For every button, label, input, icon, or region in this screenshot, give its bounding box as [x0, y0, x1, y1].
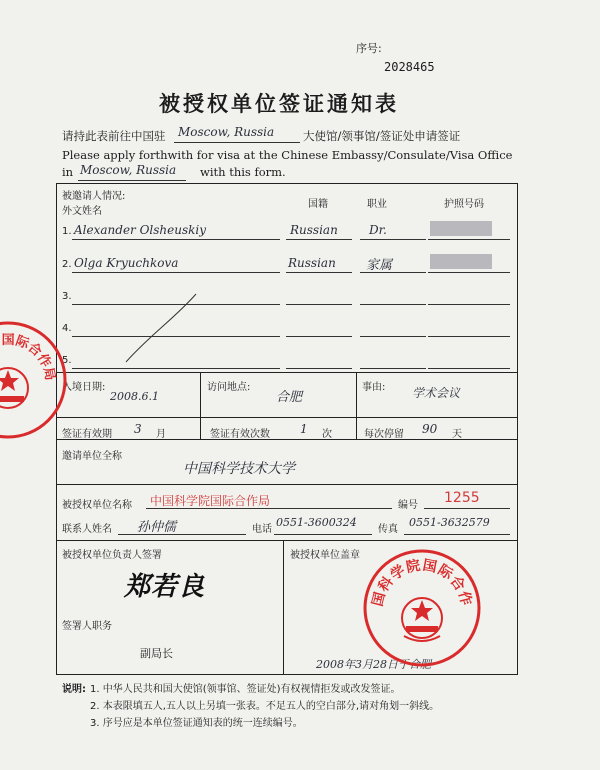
instruction-city-cn: Moscow, Russia: [178, 125, 275, 139]
divider: [283, 540, 284, 674]
code-underline: [424, 508, 510, 509]
authorized-unit-stamp-text: 中国科学院国际合作局: [150, 494, 271, 508]
head-signature-label: 被授权单位负责人签署: [62, 550, 162, 561]
invitee-occupation: 家属: [366, 258, 393, 273]
entry-date-label: 入境日期:: [62, 382, 106, 393]
divider: [56, 439, 517, 440]
invitee-nationality: Russian: [290, 223, 338, 237]
stay-value: 90: [422, 422, 438, 436]
passport-column-header: 护照号码: [444, 199, 484, 210]
purpose-label: 事由:: [362, 382, 386, 393]
validity-label: 签证有效期: [62, 429, 112, 440]
invitee-name: Alexander Olsheuskiy: [74, 223, 207, 237]
divider: [56, 372, 517, 373]
serial-label: 序号:: [356, 42, 382, 55]
instruction-city-en: Moscow, Russia: [80, 163, 177, 177]
position-value: 副局长: [140, 647, 173, 660]
form-title: 被授权单位签证通知表: [159, 92, 399, 116]
row-number: 1.: [62, 226, 72, 237]
purpose-value: 学术会议: [412, 386, 461, 400]
inviter-value: 中国科学技术大学: [183, 461, 295, 477]
seal-date: 2008年3月28日于合肥: [316, 658, 431, 671]
instruction-en-line1: Please apply forthwith for visa at the Chinese Embassy/Consulate/Visa Office: [62, 148, 513, 162]
name-column-header: 外文姓名: [62, 206, 102, 217]
instruction-cn-suffix: 大使馆/领事馆/签证处申请签证: [303, 129, 461, 143]
row-number: 3.: [62, 291, 72, 302]
fax-label: 传真: [378, 524, 398, 535]
seal-label: 被授权单位盖章: [290, 550, 360, 561]
contact-underline: [118, 534, 246, 535]
serial-number: 2028465: [384, 60, 435, 74]
occupation-column-header: 职业: [367, 199, 387, 210]
note-item: 1. 中华人民共和国大使馆(领事馆、签证处)有权视情拒发或改发签证。: [90, 684, 401, 695]
authorized-unit-label: 被授权单位名称: [62, 500, 132, 511]
entry-date-value: 2008.6.1: [110, 390, 159, 403]
instruction-cn-prefix: 请持此表前往中国驻: [62, 129, 166, 143]
invitees-section-label: 被邀请人情况:: [62, 191, 126, 202]
divider: [356, 417, 357, 439]
entries-value: 1: [300, 422, 308, 436]
divider: [56, 484, 517, 485]
instruction-en-in: in: [62, 165, 74, 179]
phone-label: 电话: [252, 524, 272, 535]
contact-label: 联系人姓名: [62, 524, 112, 535]
validity-value: 3: [134, 422, 142, 436]
divider: [200, 372, 201, 417]
seal-text: 国科学院国际合作: [369, 557, 475, 609]
entries-unit: 次: [322, 429, 332, 440]
code-value: 1255: [444, 490, 480, 506]
head-signature: 郑若良: [124, 572, 206, 602]
official-seal-stamp: [362, 548, 482, 668]
row-number: 5.: [62, 355, 72, 366]
unit-name-underline: [146, 508, 392, 509]
stay-unit: 天: [452, 429, 462, 440]
inviter-label: 邀请单位全称: [62, 451, 122, 462]
divider: [56, 417, 517, 418]
invitee-name: Olga Kryuchkova: [74, 256, 179, 270]
entries-label: 签证有效次数: [210, 429, 270, 440]
nationality-column-header: 国籍: [308, 199, 328, 210]
invitee-occupation: Dr.: [369, 223, 387, 237]
row-number: 4.: [62, 323, 72, 334]
code-label: 编号: [398, 500, 418, 511]
phone-underline: [274, 534, 372, 535]
instruction-en-suffix: with this form.: [200, 165, 286, 179]
fax-underline: [404, 534, 510, 535]
phone-value: 0551-3600324: [276, 516, 357, 529]
left-partial-seal: [0, 320, 68, 440]
invitee-nationality: Russian: [288, 256, 336, 270]
note-item: 2. 本表限填五人,五人以上另填一张表。不足五人的空白部分,请对角划一斜线。: [90, 701, 440, 712]
validity-unit: 月: [156, 429, 166, 440]
position-label: 签署人职务: [62, 621, 112, 632]
divider: [356, 372, 357, 417]
seal-text: 国际合作局: [1, 332, 58, 382]
divider: [56, 540, 517, 541]
note-item: 3. 序号应是本单位签证通知表的统一连续编号。: [90, 718, 303, 729]
place-label: 访问地点:: [207, 382, 251, 393]
contact-value: 孙仲儒: [137, 520, 177, 535]
stay-label: 每次停留: [364, 429, 404, 440]
row-number: 2.: [62, 259, 72, 270]
notes-lead: 说明:: [62, 684, 86, 695]
divider: [200, 417, 201, 439]
fax-value: 0551-3632579: [409, 516, 490, 529]
place-value: 合肥: [276, 390, 303, 405]
